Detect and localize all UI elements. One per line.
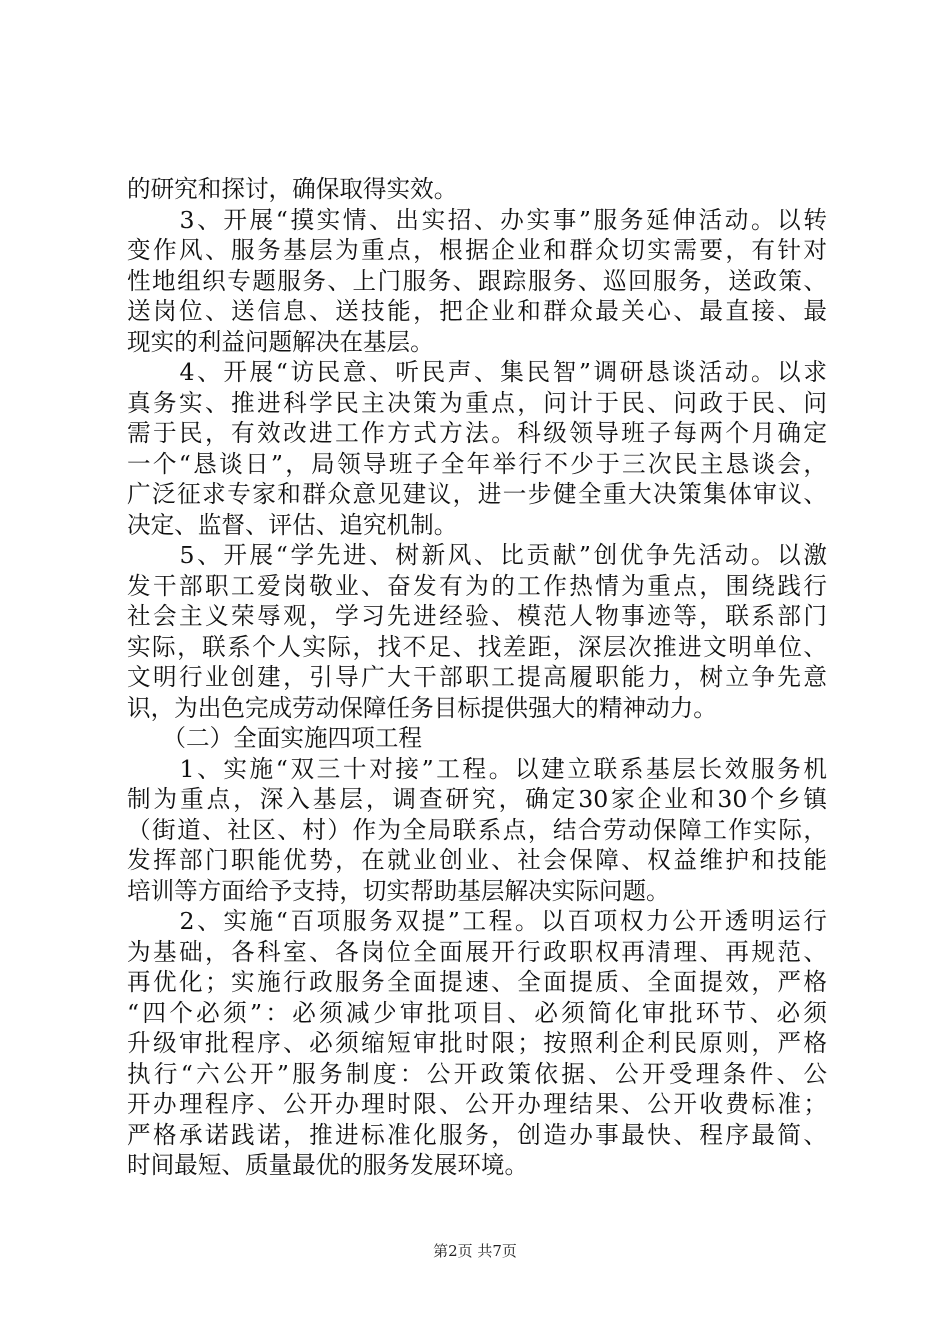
text-line: （二）全面实施四项工程 (127, 724, 422, 752)
text-line: 社会主义荣辱观，学习先进经验、模范人物事迹等，联系部门 (127, 602, 827, 630)
text-line: 真务实、推进科学民主决策为重点，问计于民、问政于民、问 (127, 388, 827, 417)
text-line: 严格承诺践诺，推进标准化服务，创造办事最快、程序最简、 (127, 1120, 827, 1149)
text-line: 现实的利益问题解决在基层。 (127, 327, 434, 356)
text-line: 变作风、服务基层为重点，根据企业和群众切实需要，有针对 (127, 236, 827, 264)
text-line: 4、开展“访民意、听民声、集民智”调研恳谈活动。以求 (127, 358, 827, 386)
text-line: 3、开展“摸实情、出实招、办实事”服务延伸活动。以转 (127, 205, 827, 234)
page-footer (0, 1240, 950, 1261)
text-line: “四个必须”：必须减少审批项目、必须简化审批环节、必须 (127, 998, 827, 1027)
text-line: 文明行业创建，引导广大干部职工提高履职能力，树立争先意 (127, 663, 827, 691)
text-line: 的研究和探讨，确保取得实效。 (127, 175, 458, 203)
text-line: 1、实施“双三十对接”工程。以建立联系基层长效服务机 (127, 754, 827, 783)
text-line: 发干部职工爱岗敬业、奋发有为的工作热情为重点，围绕践行 (127, 571, 827, 600)
text-line: 执行“六公开”服务制度：公开政策依据、公开受理条件、公 (127, 1059, 827, 1088)
text-line: 升级审批程序、必须缩短审批时限；按照利企利民原则，严格 (127, 1029, 827, 1057)
text-line: 时间最短、质量最优的服务发展环境。 (127, 1151, 529, 1179)
text-line: 5、开展“学先进、树新风、比贡献”创优争先活动。以激 (127, 541, 827, 569)
text-line: 实际，联系个人实际，找不足、找差距，深层次推进文明单位、 (127, 632, 827, 661)
text-line: 培训等方面给予支持，切实帮助基层解决实际问题。 (127, 876, 670, 905)
text-line: 送岗位、送信息、送技能，把企业和群众最关心、最直接、最 (127, 297, 827, 325)
text-line: 决定、监督、评估、追究机制。 (127, 510, 458, 539)
text-line: 发挥部门职能优势，在就业创业、社会保障、权益维护和技能 (127, 846, 827, 874)
text-line: 性地组织专题服务、上门服务、跟踪服务、巡回服务，送政策、 (127, 266, 827, 295)
document-body (127, 174, 827, 1181)
text-line: 再优化；实施行政服务全面提速、全面提质、全面提效，严格 (127, 968, 827, 996)
page-number-label: 第2页 共7页 (433, 1242, 517, 1260)
text-line: 2、实施“百项服务双提”工程。以百项权力公开透明运行 (127, 907, 827, 935)
text-line: 一个“恳谈日”，局领导班子全年举行不少于三次民主恳谈会， (127, 449, 827, 478)
text-line: 开办理程序、公开办理时限、公开办理结果、公开收费标准； (127, 1090, 827, 1118)
text-line: 识，为出色完成劳动保障任务目标提供强大的精神动力。 (127, 693, 717, 722)
text-line: （街道、社区、村）作为全局联系点，结合劳动保障工作实际， (127, 815, 827, 844)
text-line: 广泛征求专家和群众意见建议，进一步健全重大决策集体审议、 (127, 480, 827, 508)
text-line: 需于民，有效改进工作方式方法。科级领导班子每两个月确定 (127, 419, 827, 447)
text-line: 为基础，各科室、各岗位全面展开行政职权再清理、再规范、 (127, 937, 827, 966)
text-line: 制为重点，深入基层，调查研究，确定30家企业和30个乡镇 (127, 785, 827, 813)
